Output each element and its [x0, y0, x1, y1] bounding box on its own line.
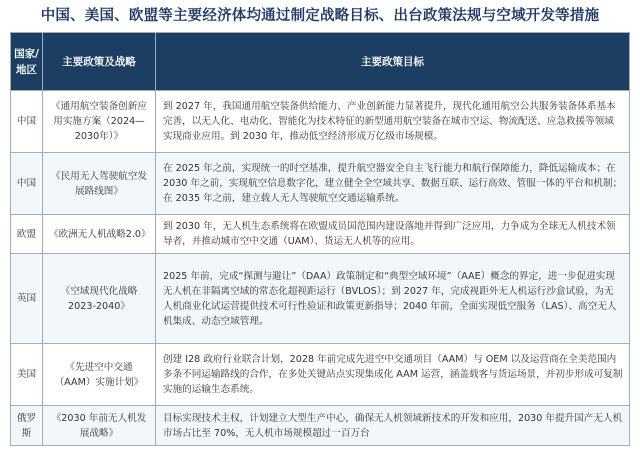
goal-cell: 在 2025 年之前，实现统一的时空基准，提升航空器安全自主飞行能力和航行保障能力，降低运输成本；在 2030 年之前，实现航空信息数字化，建立健全全空域共享、数据互联、运行高效、管服一体的平台和机制；在 2035 年之前，建立载人无人驾驶航空交通运输系统。 — [156, 153, 630, 215]
region-cell: 中国 — [11, 91, 43, 153]
table-row — [11, 254, 630, 344]
region-cell: 中国 — [11, 153, 43, 215]
table-row — [11, 344, 630, 406]
region-cell: 英国 — [11, 254, 43, 344]
region-cell: 俄罗斯 — [11, 406, 43, 446]
table-header-row — [11, 33, 630, 91]
header-goal: 主要政策目标 — [156, 33, 630, 91]
policy-cell: 《2030 年前无人机发展战略》 — [43, 406, 156, 446]
policy-table — [10, 32, 630, 446]
table-row — [11, 91, 630, 153]
policy-cell: 《先进空中交通（AAM）实施计划》 — [43, 344, 156, 406]
policy-cell: 《民用无人驾驶航空发展路线图》 — [43, 153, 156, 215]
page-title: 中国、美国、欧盟等主要经济体均通过制定战略目标、出台政策法规与空域开发等措施 — [40, 8, 600, 24]
policy-cell: 《欧洲无人机战略2.0》 — [43, 215, 156, 254]
policy-cell: 《空域现代化战略2023-2040》 — [43, 254, 156, 344]
goal-cell: 创建 I28 政府行业联合计划，2028 年前完成先进空中交通项目（AAM）与 OEM 以及运营商在全美范围内多条不同运输路线的合作，在多处关键站点实现集成化 AAM 运营，涵盖载客与货运场景，并初步形成可复制实施的运输生态系统。 — [156, 344, 630, 406]
goal-cell: 2025 年前，完成“探测与避让”（DAA）政策制定和“典型空域环境”（AAE）概念的界定，进一步促进实现无人机在非隔离空域的常态化超视距运行（BVLOS）；到 2027 年，完成视距外无人机运行沙盒试验，为无人机商业化试运营提供技术可行性验证和政策更新指导；2040 年前，全面实现低空服务（LAS）、高空无人机集成、动态空域管理。 — [156, 254, 630, 344]
region-cell: 美国 — [11, 344, 43, 406]
table-row — [11, 153, 630, 215]
policy-cell: 《通用航空装备创新应用实施方案（2024—2030年）》 — [43, 91, 156, 153]
region-cell: 欧盟 — [11, 215, 43, 254]
header-region: 国家/地区 — [11, 33, 43, 91]
goal-cell: 目标实现技术主权，计划建立大型生产中心，确保无人机领域新技术的开发和应用，2030 年提升国产无人机市场占比至 70%，无人机市场规模超过一百万台 — [156, 406, 630, 446]
header-policy: 主要政策及战略 — [43, 33, 156, 91]
table-row — [11, 406, 630, 446]
table-row — [11, 215, 630, 254]
goal-cell: 到 2030 年，无人机生态系统将在欧盟成员国范围内建设落地并得到广泛应用，力争成为全球无人机技术领导者，并推动城市空中交通（UAM）、货运无人机等的应用。 — [156, 215, 630, 254]
goal-cell: 到 2027 年，我国通用航空装备供给能力、产业创新能力显著提升，现代化通用航空公共服务装备体系基本完善，以无人化、电动化、智能化为技术特征的新型通用航空装备在城市空运、物流配送、应急救援等领域实现商业应用。到 2030 年，推动低空经济形成万亿级市场规模。 — [156, 91, 630, 153]
